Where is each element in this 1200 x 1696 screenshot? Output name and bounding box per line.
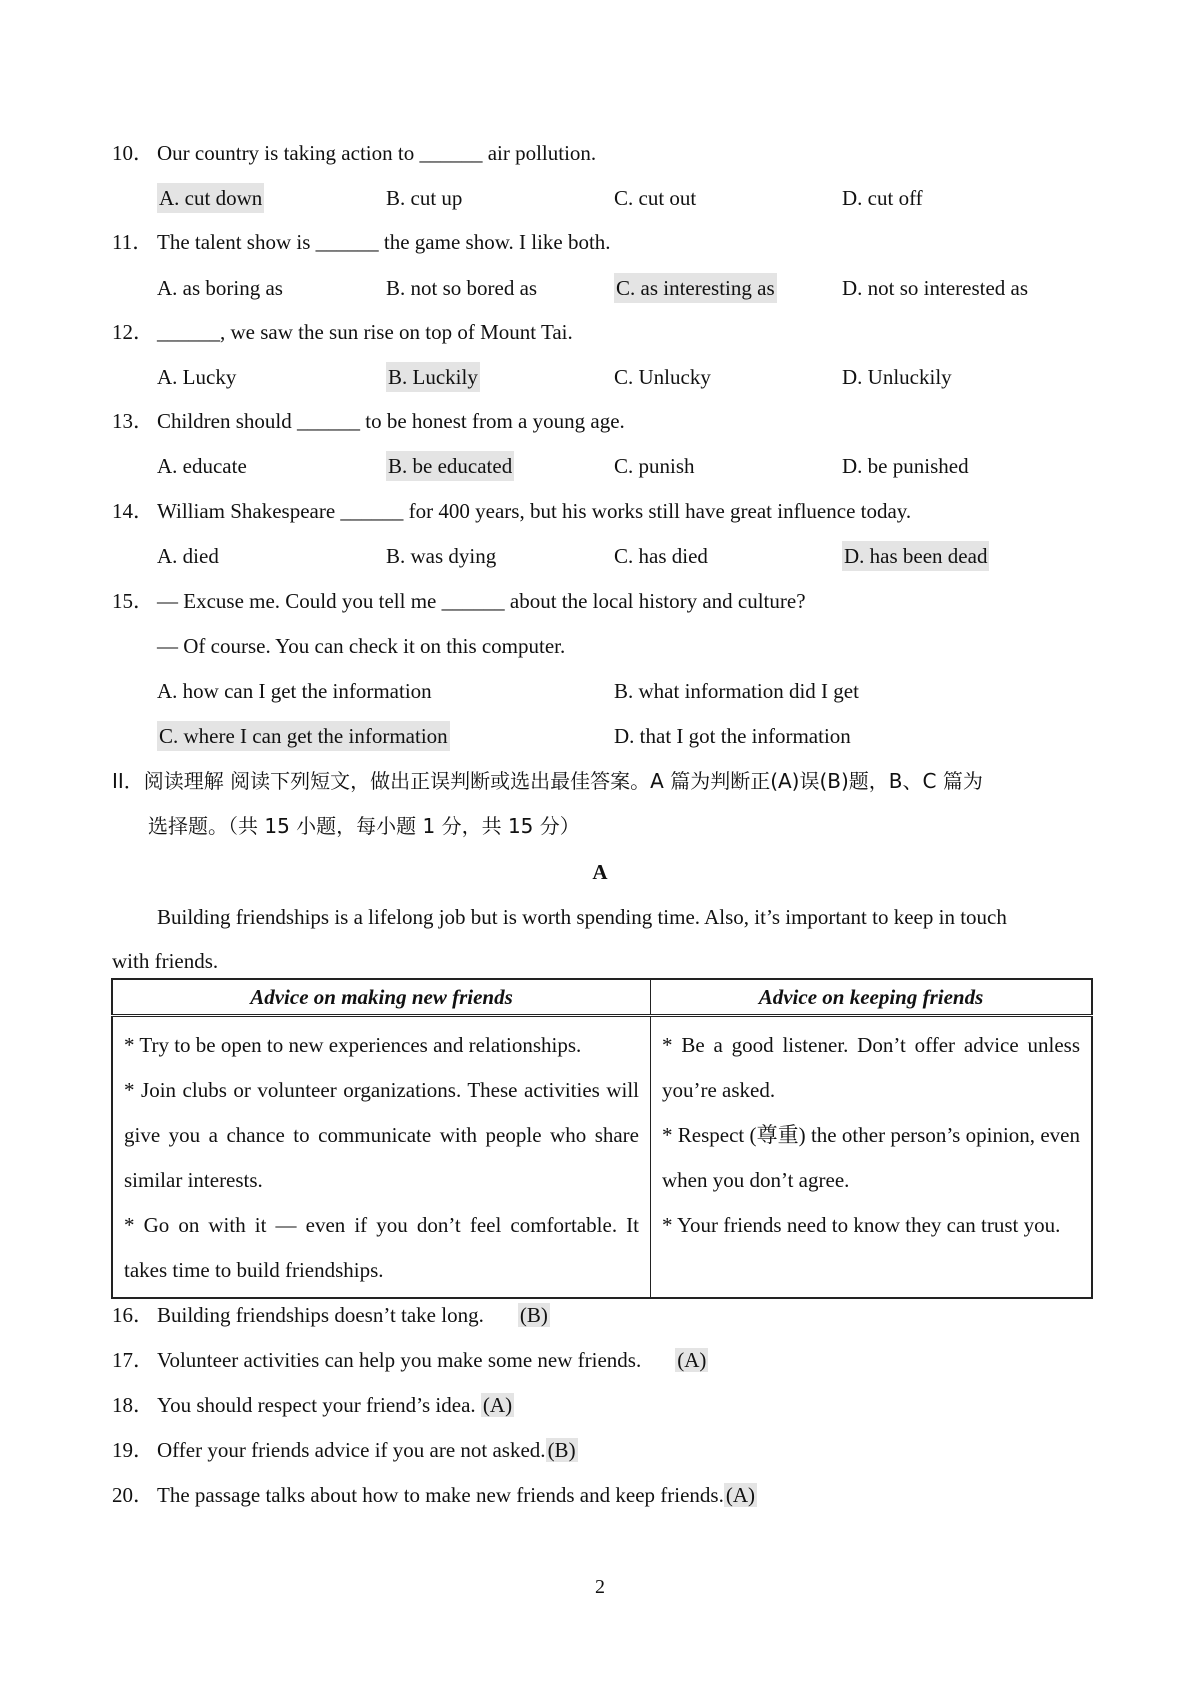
- table-header-keeping: Advice on keeping friends: [651, 979, 1093, 1016]
- passage-label: A: [592, 860, 608, 884]
- passage-intro-line1: Building friendships is a lifelong job but is worth spending time. Also, it’s important to keep in touch: [157, 905, 1007, 929]
- table-header-making: Advice on making new friends: [112, 979, 651, 1016]
- question-number: 10．: [112, 141, 154, 165]
- advice-table: [111, 978, 1093, 1299]
- question-text: ______, we saw the sun rise on top of Mount Tai.: [157, 320, 573, 344]
- table-header-row: [112, 979, 1092, 1016]
- option-a-selected: A. cut down: [157, 183, 264, 213]
- option-b-selected: B. Luckily: [386, 362, 480, 392]
- question-text: Our country is taking action to ______ air pollution.: [157, 141, 597, 165]
- question-number: 16．: [112, 1303, 154, 1327]
- question-number: 15．: [112, 589, 154, 613]
- advice-item: * Go on with it — even if you don’t feel comfortable. It takes time to build friendships.: [124, 1213, 639, 1282]
- question-text: [157, 1480, 757, 1510]
- answer-mark: (B): [519, 1303, 548, 1327]
- answer-mark: (B): [547, 1438, 576, 1462]
- statement: Offer your friends advice if you are not asked.: [157, 1438, 546, 1462]
- option-c-selected: C. as interesting as: [614, 273, 777, 303]
- question-number: 17．: [112, 1348, 154, 1372]
- option-a: A. Lucky: [157, 365, 237, 389]
- question-text: [157, 1300, 550, 1330]
- option-b: B. was dying: [386, 544, 497, 568]
- statement: Building friendships doesn’t take long.: [157, 1303, 484, 1327]
- option-b: B. not so bored as: [386, 276, 538, 300]
- question-text: [157, 1390, 514, 1420]
- statement: You should respect your friend’s idea.: [157, 1393, 476, 1417]
- advice-item: * Respect (尊重) the other person’s opinion, even when you don’t agree.: [662, 1123, 1080, 1192]
- page-number: 2: [595, 1576, 605, 1598]
- keeping-friends-advice: [651, 1016, 1093, 1299]
- option-d: D. that I got the information: [614, 724, 851, 748]
- question-text: [157, 1435, 578, 1465]
- advice-item: * Be a good listener. Don’t offer advice unless you’re asked.: [662, 1033, 1080, 1102]
- section-heading-line2: 选择题。（共 15 小题，每小题 1 分，共 15 分）: [148, 814, 580, 838]
- option-b-selected: B. be educated: [386, 451, 514, 481]
- question-reply-text: — Of course. You can check it on this computer.: [157, 634, 566, 658]
- question-text: [157, 1345, 708, 1375]
- question-number: 12．: [112, 320, 154, 344]
- question-text: William Shakespeare ______ for 400 years, but his works still have great influence today.: [157, 499, 912, 523]
- option-d: D. cut off: [842, 186, 923, 210]
- option-b: B. what information did I get: [614, 679, 859, 703]
- statement: The passage talks about how to make new friends and keep friends.: [157, 1483, 724, 1507]
- option-c: C. punish: [614, 454, 695, 478]
- option-d: D. not so interested as: [842, 276, 1029, 300]
- question-number: 13．: [112, 409, 154, 433]
- answer-mark: (A): [677, 1348, 707, 1372]
- question-number: 18．: [112, 1393, 154, 1417]
- question-number: 11．: [112, 230, 154, 254]
- advice-item: * Your friends need to know they can trust you.: [662, 1213, 1061, 1237]
- section-heading-line1: II．阅读理解 阅读下列短文，做出正误判断或选出最佳答案。A 篇为判断正(A)误(B)题，B、C 篇为: [112, 769, 983, 793]
- option-c: C. cut out: [614, 186, 697, 210]
- passage-intro-line2: with friends.: [112, 949, 219, 973]
- advice-item: * Try to be open to new experiences and relationships.: [124, 1033, 582, 1057]
- table-row: [112, 1016, 1092, 1299]
- making-friends-advice: [112, 1016, 651, 1299]
- option-c: C. Unlucky: [614, 365, 711, 389]
- question-text: — Excuse me. Could you tell me ______ about the local history and culture?: [157, 589, 806, 613]
- option-a: A. how can I get the information: [157, 679, 432, 703]
- option-d: D. Unluckily: [842, 365, 952, 389]
- option-d: D. be punished: [842, 454, 969, 478]
- question-number: 20．: [112, 1483, 154, 1507]
- option-a: A. as boring as: [157, 276, 283, 300]
- option-c-selected: C. where I can get the information: [157, 721, 450, 751]
- statement: Volunteer activities can help you make some new friends.: [157, 1348, 642, 1372]
- answer-mark: (A): [725, 1483, 755, 1507]
- option-d-selected: D. has been dead: [842, 541, 989, 571]
- option-b: B. cut up: [386, 186, 463, 210]
- option-c: C. has died: [614, 544, 708, 568]
- question-text: The talent show is ______ the game show. I like both.: [157, 230, 611, 254]
- option-a: A. died: [157, 544, 219, 568]
- advice-item: * Join clubs or volunteer organizations. These activities will give you a chance to communicate with people who share similar interests.: [124, 1078, 639, 1192]
- answer-mark: (A): [482, 1393, 513, 1417]
- question-number: 19．: [112, 1438, 154, 1462]
- question-text: Children should ______ to be honest from a young age.: [157, 409, 625, 433]
- option-a: A. educate: [157, 454, 247, 478]
- question-number: 14．: [112, 499, 154, 523]
